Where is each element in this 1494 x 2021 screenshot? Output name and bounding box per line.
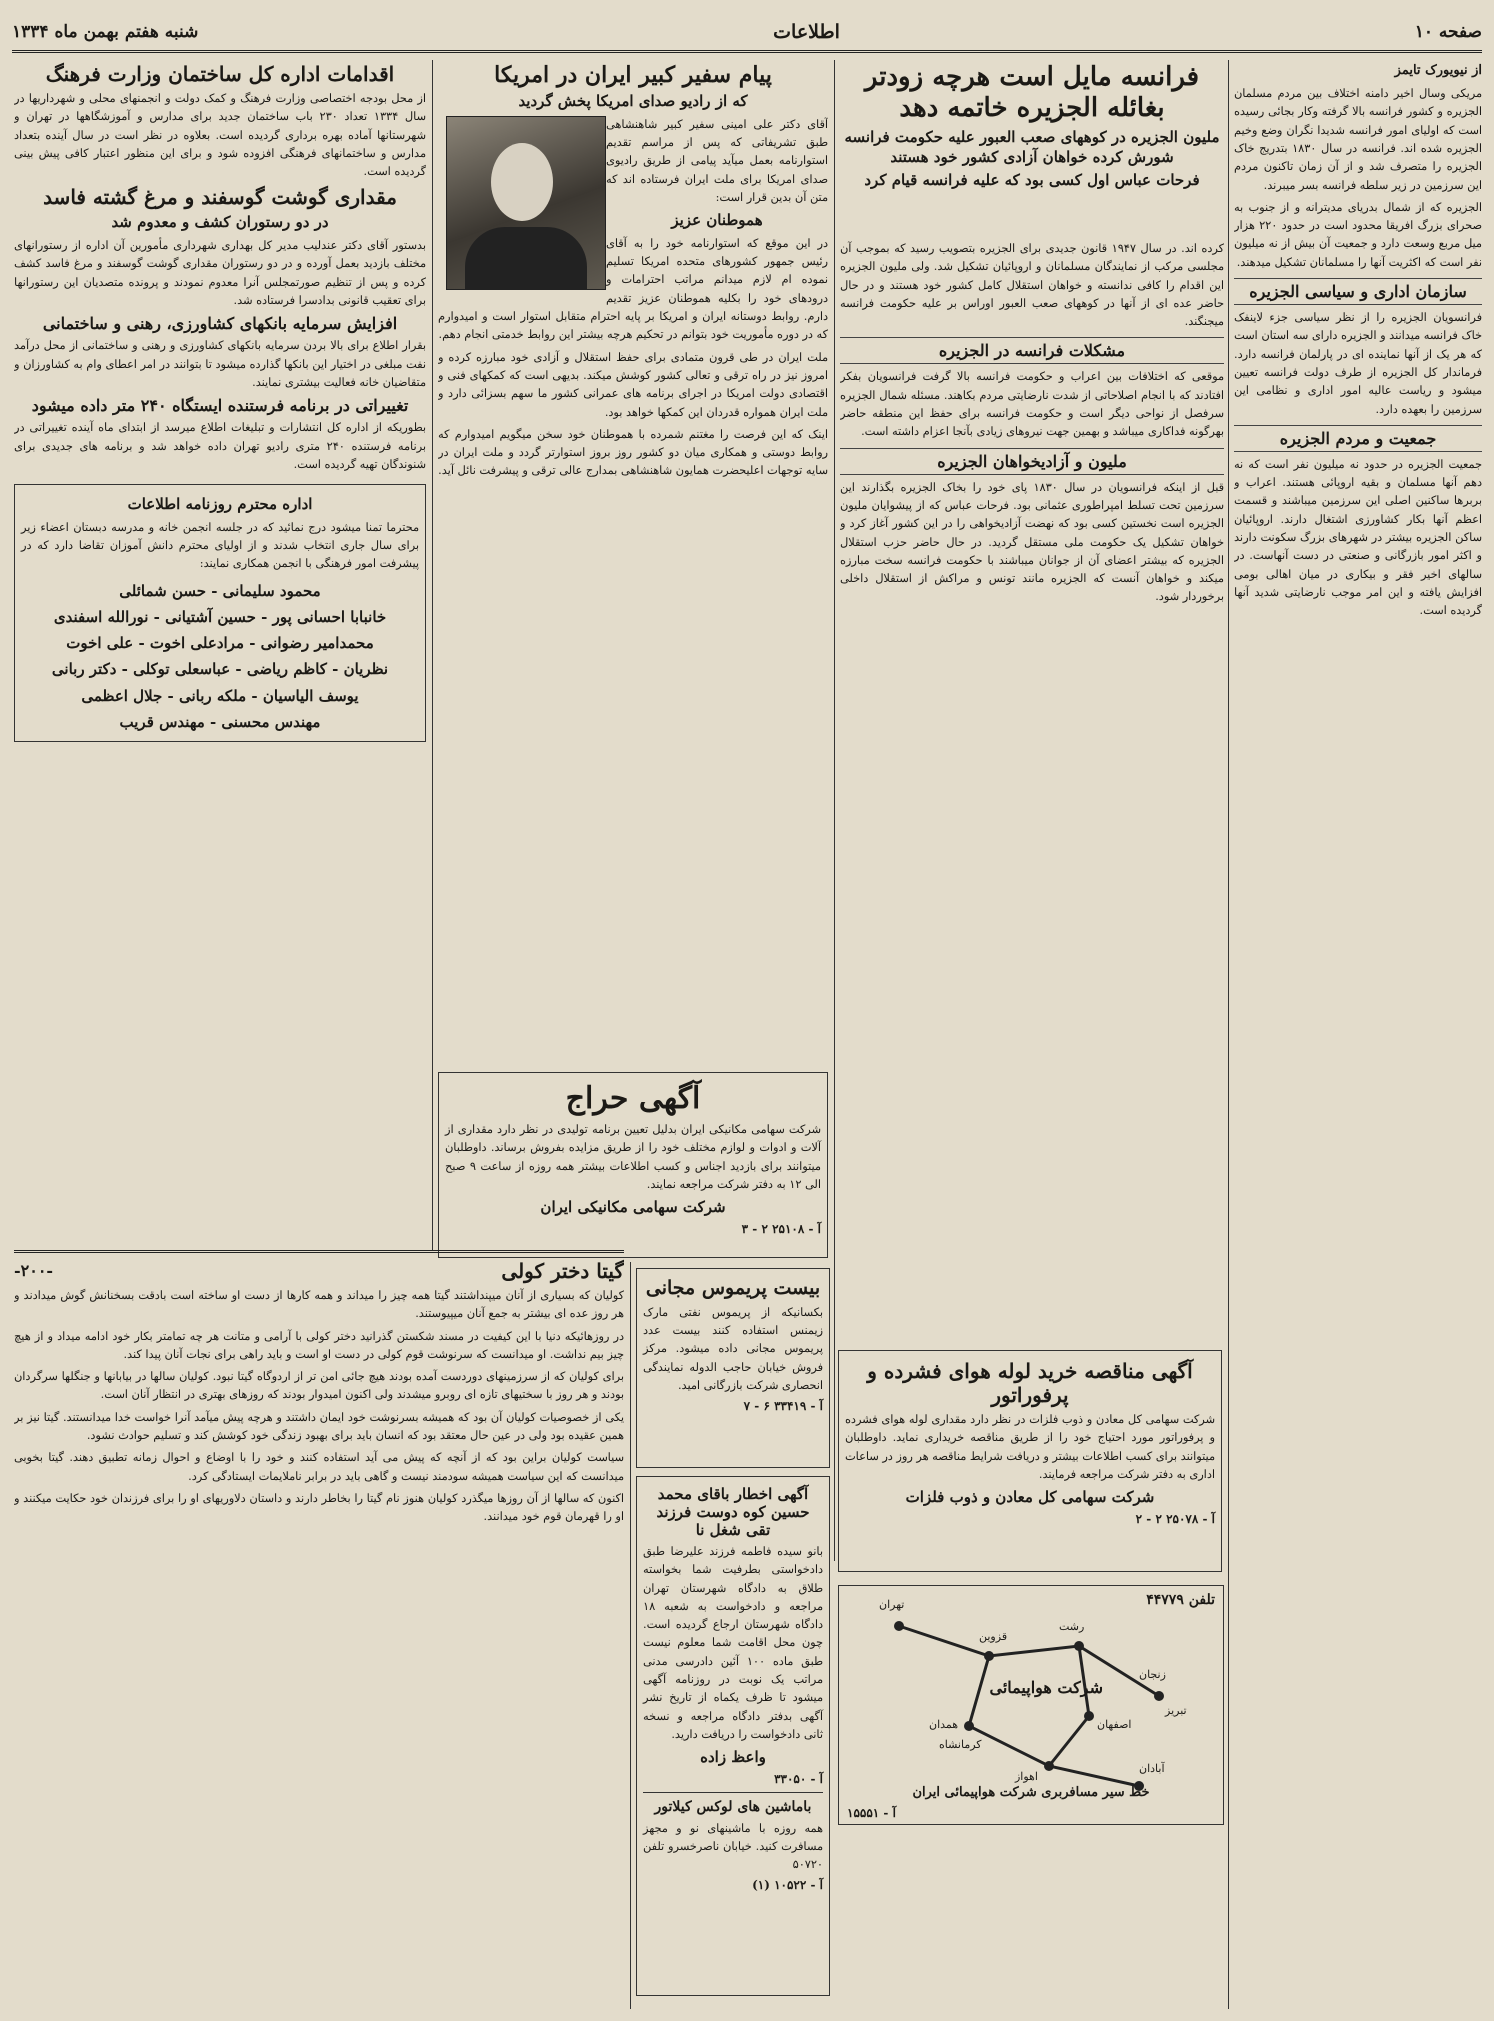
ad-title: آگهی مناقصه خرید لوله هوای فشرده و پرفوراتور bbox=[867, 1359, 1193, 1407]
ad-body: شرکت سهامی مکانیکی ایران بدلیل تعیین برنامه تولیدی در نظر دارد مقداری از آلات و ادوات و لوازم مختلف خود را از طریق مزایده بفروش برساند. داوطلبان میتوانند برای بازدید اجناس و کسب اطلاعات بیشتر همه روزه از ساعت ۹ صبح الی ۱۲ به دفتر شرکت مراجعه نمایند. bbox=[445, 1123, 821, 1191]
newspaper-name: اطلاعات bbox=[773, 21, 840, 43]
ad-title: بیست پریموس مجانی bbox=[645, 1277, 821, 1299]
section-heading: ملیون و آزادیخواهان الجزیره bbox=[840, 448, 1224, 475]
ad-signature: شرکت سهامی مکانیکی ایران bbox=[540, 1198, 726, 1217]
right-column bbox=[1234, 60, 1482, 2010]
airline-route-map-ad bbox=[838, 1585, 1224, 1825]
ad-body: بکسانیکه از پریموس نفتی مارک زیمنس استفاده کنند بیست عدد پریموس مجانی داده میشود. مرکز فروش خیابان حاجب الدوله نمایندگی انحصاری شرکت بازرگانی امید. bbox=[643, 1305, 823, 1392]
ad-body: همه روزه با ماشینهای نو و مجهز مسافرت کنید. خیابان ناصرخسرو تلفن ۵۰۷۲۰ bbox=[643, 1821, 823, 1872]
city-label: تبریز bbox=[1165, 1704, 1187, 1717]
letter-body: محترما تمنا میشود درج نمائید که در جلسه انجمن خانه و مدرسه دبستان اعضاء زیر برای سال جاری انتخاب شدند و از اولیای محترم دانش آموزان تقاضا دارد که در پیشرفت امور فرهنگی با انجمن همکاری نمایند: bbox=[21, 520, 419, 571]
ambassador-photo bbox=[446, 116, 606, 290]
story-paragraph: برای کولیان که از سرزمینهای دوردست آمده بودند هیچ جائی امن تر از اردوگاه گیتا نبود. کولیان سالها در بیابانها و جنگلها سرگردان بودند و هر روز با سختیهای تازه ای روبرو میشدند ولی اکنون امیدوار بودند که روزهای بهتری در انتظار آنان است. bbox=[14, 1370, 624, 1402]
article-paragraph: جمعیت الجزیره در حدود نه میلیون نفر است که نه دهم آنها مسلمان و بقیه اروپائی هستند. اعراب و بربرها ساکنین اصلی این سرزمین میباشند و قسمت اعظم آنها بکار کشاورزی اشتغال دارند. اروپائیان ساکن الجزیره بیشتر در شهرهای بزرگ سکونت دارند و اکثر امور بازرگانی و صنعتی در دست آنهاست. در سالهای اخیر فقر و بیکاری در میان اهالی بومی افزایش یافته و این امر موجب نارضایتی شدید آنها گردیده است. bbox=[1234, 457, 1482, 618]
ad-title: باماشین های لوکس کیلاتور bbox=[654, 1798, 812, 1815]
ad-company: شرکت هواپیمائی bbox=[989, 1678, 1103, 1697]
article-paragraph: از محل بودجه اختصاصی وزارت فرهنگ و کمک دولت و انجمنهای محلی و شهرداریها در سال ۱۳۳۴ تعداد ۲۳۰ باب ساختمان جدید برای مدارس و آموزشگاهها در تهران و شهرستانها آماده بهره برداری گردیده است. بعلاوه در نظر است در سال آینده بتعداد مدارس و ساختمانهای فرهنگی افزوده شود و برای این منظور اعتبار کافی پیش بینی گردیده است. bbox=[14, 92, 426, 179]
ad-body: شرکت سهامی کل معادن و ذوب فلزات در نظر دارد مقداری لوله هوای فشرده و پرفوراتور مورد احتیاج خود را از طریق مناقصه خریداری نماید. داوطلبان میتوانند برای کسب اطلاعات بیشتر و دریافت شرایط مناقصه هر روز در ساعات اداری به دفتر شرکت مراجعه فرمایند. bbox=[845, 1413, 1215, 1481]
article-subtitle: که از رادیو صدای امریکا پخش گردید bbox=[518, 92, 748, 111]
article-title: مقداری گوشت گوسفند و مرغ گشته فاسد bbox=[43, 185, 397, 210]
name-line: نظریان - کاظم ریاضی - عباسعلی توکلی - دکتر ربانی bbox=[51, 660, 389, 679]
ad-tagline: خط سیر مسافربری شرکت هواپیمائی ایران bbox=[912, 1785, 1150, 1800]
article-paragraph: فرانسویان الجزیره را از نظر سیاسی جزء لاینفک خاک فرانسه میدانند و الجزیره دارای سه استان است که هر یک از آنها نماینده ای در پارلمان فرانسه دارد. فرماندار کل الجزیره از طرف دولت فرانسه تعیین میشود و ریاست عالیه امور اداری و نظامی این سرزمین را بعهده دارد. bbox=[1234, 311, 1482, 416]
article-title: تغییراتی در برنامه فرستنده ایستگاه ۲۴۰ متر داده میشود bbox=[31, 396, 409, 416]
headline-subtitle: فرحات عباس اول کسی بود که علیه فرانسه قیام کرد bbox=[864, 171, 1200, 190]
ad-code: آ - ۲۵۰۷۸ ۲ - ۲ bbox=[1135, 1511, 1215, 1526]
ad-title: آگهی حراج bbox=[565, 1081, 701, 1116]
article-paragraph: مریکی وسال اخیر دامنه اختلاف بین مردم مسلمان الجزیره و کشور فرانسه بالا گرفته وکار بجائی رسیده است که اولیای امور فرانسه شدیدا نگران وضع وخیم الجزیره شده اند. فرانسه در سال ۱۸۳۰ بتدریج خاک الجزیره را متصرف شد و از آن زمان تاکنون مردم این سرزمین در زیر سلطه فرانسه بسر میبرند. bbox=[1234, 87, 1482, 192]
ad-signature: واعظ زاده bbox=[700, 1748, 766, 1767]
ambassador-article bbox=[438, 60, 828, 1060]
story-paragraph: اکنون که سالها از آن روزها میگذرد کولیان هنوز نام گیتا را بخاطر دارند و داستان دلاوریهای او را برای فرزندان خود حکایت میکنند و او را قهرمان قوم خود میدانند. bbox=[14, 1491, 624, 1524]
member-names bbox=[21, 578, 419, 736]
ad-signature: شرکت سهامی کل معادن و ذوب فلزات bbox=[905, 1488, 1155, 1507]
ad-phone: تلفن ۴۴۷۷۹ bbox=[1146, 1592, 1215, 1608]
column-rule bbox=[1228, 60, 1229, 2009]
city-label: اهواز bbox=[1015, 1770, 1038, 1783]
city-label: همدان bbox=[929, 1718, 959, 1731]
headline-subtitle: ملیون الجزیره در کوههای صعب العبور علیه حکومت فرانسه شورش کرده خواهان آزادی کشور خود هستند bbox=[844, 128, 1220, 166]
ad-code: آ - ۱۰۵۲۲ (۱) bbox=[752, 1878, 823, 1893]
ad-code: آ - ۱۵۵۵۱ bbox=[847, 1806, 896, 1820]
column-rule bbox=[834, 60, 835, 1561]
auction-ad bbox=[438, 1072, 828, 1258]
main-headline: فرانسه مایل است هرچه زودتر بغائله الجزیره خاتمه دهد bbox=[864, 62, 1200, 124]
letter-title: اداره محترم روزنامه اطلاعات bbox=[127, 495, 313, 514]
story-paragraph: کولیان که بسیاری از آنان میپنداشتند گیتا همه چیز را میداند و همه کارها از دست او ساخته است بادقت بسخنانش گوش میدادند و هر روز عده ای بیشتر به جمع آنان میپیوستند. bbox=[14, 1289, 624, 1321]
serial-story bbox=[14, 1250, 624, 2008]
article-title: افزایش سرمایه بانکهای کشاورزی، رهنی و ساختمانی bbox=[42, 314, 398, 334]
article-paragraph: آقای دکتر علی امینی سفیر کبیر شاهنشاهی طبق تشریفاتی که پس از مراسم تقدیم استوارنامه بعمل میآید پیامی از طریق رادیوی صدای امریکا برای ملت ایران فرستاده اند که متن آن بدین قرار است: bbox=[606, 117, 828, 205]
article-title: اقدامات اداره کل ساختمان وزارت فرهنگ bbox=[45, 62, 395, 86]
ad-code: آ - ۲۵۱۰۸ ۲ - ۳ bbox=[741, 1221, 821, 1236]
city-label: کرمانشاه bbox=[939, 1738, 982, 1751]
ad-body: بانو سیده فاطمه فرزند علیرضا طبق دادخواستی بطرفیت شما بخواسته طلاق به دادگاه شهرستان تهران مراجعه و دادخواست به شعبه ۱۸ دادگاه شهرستان ارجاع گردیده است. چون محل اقامت شما معلوم نیست طبق ماده ۱۰۰ آئین دادرسی مدنی مراتب یک نوبت در روزنامه آگهی میشود تا ظرف یکماه از تاریخ نشر آگهی بدفتر دادگاه مراجعه و نسخه ثانی دادخواست را دریافت دارید. bbox=[643, 1545, 823, 1741]
column-rule bbox=[432, 60, 433, 1251]
article-paragraph: در این موقع که استوارنامه خود را به آقای رئیس جمهور کشورهای متحده امریکا تسلیم نموده ام لازم میدانم مراتب احترامات و درودهای خود را بکلیه هموطنان عزیز تقدیم دارم. روابط دوستانه ایران و امریکا بر پایه احترام متقابل استوار است و امیدوارم که در دوره مأموریت خود بتوانم در تحکیم هرچه بیشتر این روابط خدمتی انجام دهم. bbox=[438, 236, 828, 342]
city-label: رشت bbox=[1059, 1620, 1085, 1633]
article-paragraph: موقعی که اختلافات بین اعراب و حکومت فرانسه بالا گرفت فرانسویان بفکر افتادند که با انجام اصلاحاتی از شدت نارضایتی مردم بکاهند. مسئله شمال الجزیره سرفصل از نواحی دیگر است و حکومت فرانسه برای حفظ این منطقه حاضر بهرگونه فداکاری میباشد و بهمین جهت نیروهای زیادی بآنجا اعزام داشته است. bbox=[840, 370, 1224, 439]
section-heading: مشکلات فرانسه در الجزیره bbox=[840, 337, 1224, 364]
article-paragraph: بدستور آقای دکتر عندلیب مدیر کل بهداری شهرداری مأمورین آن اداره از رستورانهای مختلف بازدید بعمل آورده و در دو رستوران مقداری گوشت گوسفند و مرغ فاسد کشف کرده و پس از تنظیم صورتمجلس آنرا معدوم نمودند و پرونده متصدیان این رستورانها برای تعقیب قانونی بدادسرا فرستاده شد. bbox=[14, 238, 426, 307]
city-label: زنجان bbox=[1139, 1668, 1166, 1681]
article-source: از نیویورک تایمز bbox=[1394, 63, 1482, 78]
name-line: مهندس محسنی - مهندس قریب bbox=[119, 712, 321, 731]
article-subtitle: در دو رستوران کشف و معدوم شد bbox=[111, 213, 329, 232]
city-label: تهران bbox=[879, 1598, 905, 1611]
serial-title: گیتا دختر کولی bbox=[501, 1259, 624, 1283]
column-rule bbox=[630, 1262, 631, 2009]
article-greeting: هموطنان عزیز bbox=[671, 211, 763, 230]
page-number: صفحه ۱۰ bbox=[1414, 22, 1482, 42]
name-line: یوسف الیاسیان - ملکه ربانی - جلال اعظمی bbox=[81, 686, 359, 705]
story-paragraph: سیاست کولیان براین بود که از آنچه که پیش می آید استفاده کنند و خود را با اوضاع و احوال زمانه تطبیق دهند. گیتا بخوبی میدانست که این سیاست همیشه سودمند نیست و گاهی باید در برابر ناملایمات ایستادگی کرد. bbox=[14, 1451, 624, 1483]
issue-date: شنبه هفتم بهمن ماه ۱۳۳۴ bbox=[12, 22, 199, 42]
article-paragraph: کرده اند. در سال ۱۹۴۷ قانون جدیدی برای الجزیره بتصویب رسید که بموجب آن مجلسی مرکب از نمایندگان مسلمانان و اروپائیان تشکیل شد. ولی ملیون الجزیره این اقدام را کافی ندانسته و خواهان استقلال کامل کشور خود هستند و در حال حاضر عده ای از آنها در کوههای صعب العبور اوراس بر علیه حکومت فرانسه میجنگند. bbox=[840, 242, 1224, 329]
left-column bbox=[14, 60, 426, 1240]
center-column bbox=[840, 240, 1224, 1330]
article-paragraph: ملت ایران در طی قرون متمادی برای حفظ استقلال و آزادی خود مبارزه کرده و امروز نیز در راه ترقی و تعالی کشور کوشش میکند. بدیهی است که کمکهای فنی و اقتصادی دولت امریکا در اجرای برنامه های عمرانی کشور ما سهم بسزائی دارد و ملت ایران همواره قدردان این کمکها خواهد بود. bbox=[438, 350, 828, 419]
serial-header bbox=[14, 1257, 624, 1287]
article-paragraph: بطوریکه از اداره کل انتشارات و تبلیغات اطلاع میرسد از ابتدای ماه آینده تغییراتی در برنامه فرستنده ۲۴۰ متری رادیو تهران داده خواهد شد و برنامه های جدیدی برای شنوندگان تهیه گردیده است. bbox=[14, 421, 426, 472]
serial-episode: -۲۰۰- bbox=[14, 1261, 54, 1281]
article-paragraph: بقرار اطلاع برای بالا بردن سرمایه بانکهای کشاورزی و رهنی و ساختمانی از محل درآمد نفت مبلغی در اختیار این بانکها گذارده میشود تا بتوانند در امر اعطای وام به کشاورزان و متقاضیان خانه فعالیت بیشتری نمایند. bbox=[14, 339, 426, 389]
letter-box bbox=[14, 484, 426, 742]
city-label: آبادان bbox=[1139, 1762, 1165, 1775]
article-paragraph: قبل از اینکه فرانسویان در سال ۱۸۳۰ پای خود را بخاک الجزیره بگذارند این سرزمین تحت تسلط امپراطوری عثمانی بود. فرحات عباس که از پیشوایان ملیون الجزیره است نخستین کسی بود که نهضت آزادیخواهی را در این کشور آغاز کرد و خواهان تشکیل یک حکومت ملی مستقل گردید. در حال حاضر حزب استقلال الجزیره که بیشتر اعضای آن از جوانان میباشند با حکومت فرانسه سخت مبارزه میکند و خواهان آنست که الجزیره مانند تونس و مراکش از استقلال داخلی برخوردار شود. bbox=[840, 480, 1224, 604]
legal-notice-ad bbox=[636, 1476, 830, 1996]
tender-ad bbox=[838, 1350, 1222, 1572]
name-line: محمود سلیمانی - حسن شمائلی bbox=[119, 581, 321, 600]
article-paragraph: اینک که این فرصت را مغتنم شمرده با هموطنان خود سخن میگویم امیدوارم که روابط دوستی و همکاری میان دو کشور روز بروز استوارتر گردد و ملت ایران در سایه توجهات اعلیحضرت همایون شاهنشاهی بمدارج عالی ترقی و پیشرفت نائل آید. bbox=[438, 427, 828, 478]
city-label: اصفهان bbox=[1097, 1718, 1132, 1731]
story-paragraph: یکی از خصوصیات کولیان آن بود که همیشه بسرنوشت خود ایمان داشتند و هرچه پیش میآمد آنرا خواست خدا میدانستند. گیتا نیز بر همین عقیده بود ولی در عین حال معتقد بود که انسان باید برای بهبود زندگی خود کوشش کند و تسلیم حوادث نشود. bbox=[14, 1410, 624, 1443]
ad-code: آ - ۳۳۰۵۰ bbox=[774, 1771, 823, 1786]
name-line: محمدامیر رضوانی - مرادعلی اخوت - علی اخوت bbox=[66, 634, 374, 653]
section-heading: جمعیت و مردم الجزیره bbox=[1234, 425, 1482, 452]
ad-code: آ - ۳۳۴۱۹ ۶ - ۷ bbox=[743, 1399, 823, 1414]
city-label: قزوین bbox=[979, 1630, 1008, 1643]
ad-title: آگهی اخطار باقای محمد حسین کوه دوست فرزند تقی شغل نا bbox=[656, 1485, 810, 1539]
article-paragraph: الجزیره که از شمال بدریای مدیترانه و از جنوب به صحرای بزرگ افریقا محدود است در حدود ۲۲۰ هزار میل مربع وسعت دارد و جمعیت آن بیش از نه میلیون نفر است که اکثریت آنها را مسلمانان تشکیل میدهند. bbox=[1234, 200, 1482, 269]
free-primus-ad bbox=[636, 1268, 830, 1468]
masthead bbox=[12, 14, 1482, 53]
article-title: پیام سفیر کبیر ایران در امریکا bbox=[494, 62, 772, 88]
main-headline-block bbox=[840, 60, 1224, 236]
story-paragraph: در روزهائیکه دنیا با این کیفیت در مسند شکستن گذرانید دختر کولی با آرامی و متانت هر چه تمامتر بکار خود ادامه میداد و از هیچ چیز بیم نداشت. او میدانست که سرنوشت قوم کولی در دست او است و باید راهی برای نجات آنان پیدا کند. bbox=[14, 1329, 624, 1361]
name-line: خانبابا احسانی پور - حسین آشتیانی - نورالله اسفندی bbox=[53, 607, 387, 626]
section-heading: سازمان اداری و سیاسی الجزیره bbox=[1234, 278, 1482, 305]
